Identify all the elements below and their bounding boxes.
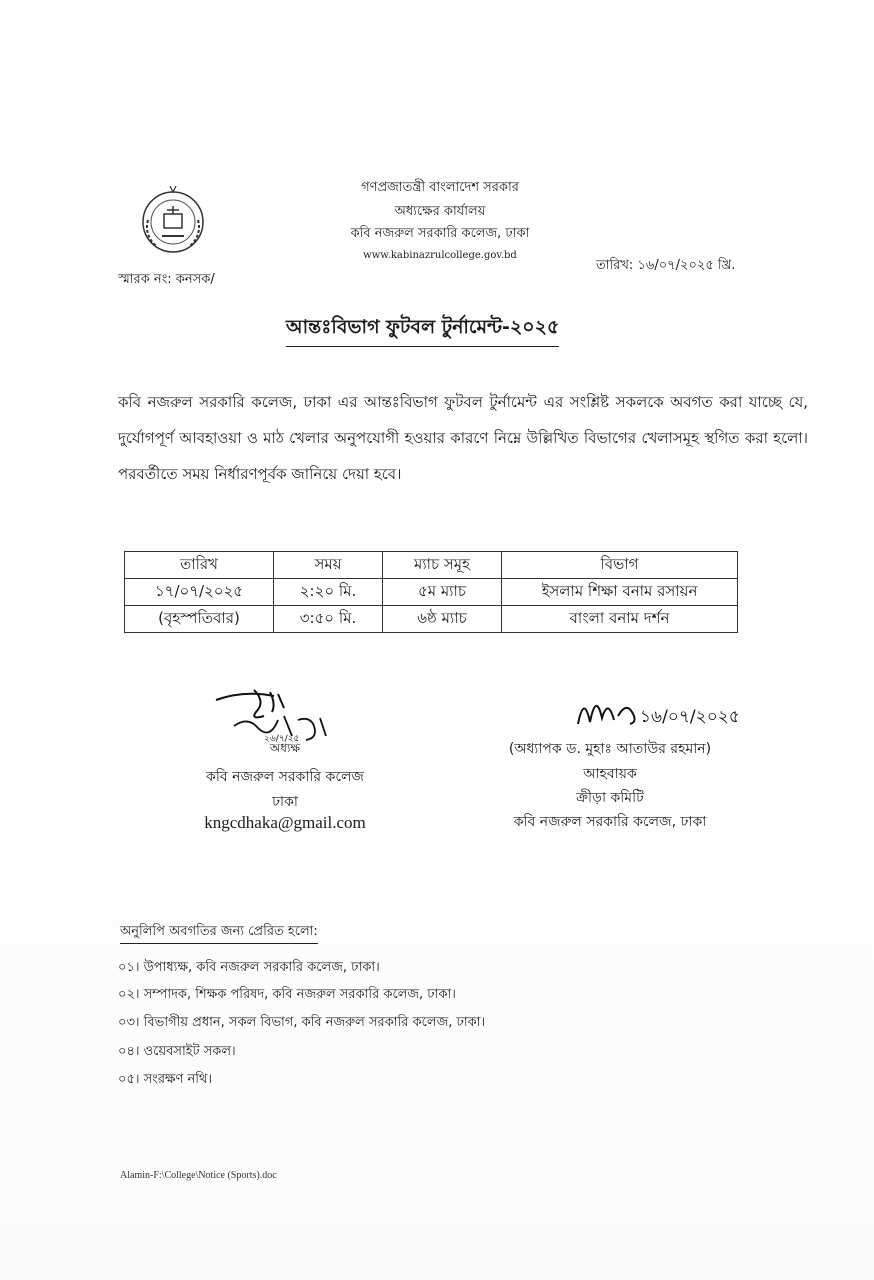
convener-name: (অধ্যাপক ড. মুহাঃ আতাউর রহমান) bbox=[508, 741, 712, 757]
cc-item: ০৩। বিভাগীয় প্রধান, সকল বিভাগ, কবি নজরুল সরকারি কলেজ, ঢাকা। bbox=[118, 1015, 486, 1030]
cc-heading: অনুলিপি অবগতির জন্য প্রেরিত হলো: bbox=[120, 922, 318, 944]
principal-designation: অধ্যক্ষ bbox=[269, 741, 301, 755]
notice-title: আন্তঃবিভাগ ফুটবল টুর্নামেন্ট-২০২৫ bbox=[286, 313, 559, 347]
notice-body: কবি নজরুল সরকারি কলেজ, ঢাকা এর আন্তঃবিভাগ ফুটবল টুর্নামেন্ট এর সংশ্লিষ্ট সকলকে অবগত করা যাচ্ছে যে, দুর্যোগপূর্ণ আবহাওয়া ও মাঠ খেলার অনুপযোগী হওয়ার কারণে নিম্নে উল্লিখিত বিভাগের খেলাসমূহ স্থগিত করা হলো। পরবর্তীতে সময় নির্ধারণপূর্বক জানিয়ে দেয়া হবে। bbox=[118, 393, 808, 483]
cc-item: ০৪। ওয়েবসাইট সকল। bbox=[118, 1044, 236, 1059]
memo-number: স্মারক নং: কনসক/ bbox=[118, 272, 215, 287]
match-number: ৫ম ম্যাচ bbox=[383, 579, 502, 606]
principal-signature-date: ২৬/৭/২৫ bbox=[264, 734, 300, 744]
header-date: তারিখ bbox=[125, 552, 274, 579]
cc-item: ০১। উপাধ্যক্ষ, কবি নজরুল সরকারি কলেজ, ঢাকা। bbox=[118, 960, 380, 975]
match-schedule-table bbox=[124, 551, 738, 633]
table-header-row bbox=[125, 552, 738, 579]
match-time: ২:২০ মি. bbox=[274, 579, 383, 606]
principal-email: kngcdhaka@gmail.com bbox=[204, 813, 366, 832]
header-time: সময় bbox=[274, 552, 383, 579]
convener-signature-icon bbox=[574, 688, 764, 734]
header-office: অধ্যক্ষের কার্যালয় bbox=[394, 204, 486, 219]
notice-date: তারিখ: ১৬/০৭/২০২৫ খ্রি. bbox=[596, 258, 736, 273]
match-date: ১৭/০৭/২০২৫ bbox=[125, 579, 274, 606]
file-path-footer: Alamin-F:\College\Notice (Sports).doc bbox=[120, 1170, 277, 1181]
table-row bbox=[125, 606, 738, 633]
match-department: বাংলা বনাম দর্শন bbox=[502, 606, 738, 633]
government-seal-icon bbox=[134, 180, 212, 258]
match-time: ৩:৫০ মি. bbox=[274, 606, 383, 633]
header-match: ম্যাচ সমূহ bbox=[383, 552, 502, 579]
match-department: ইসলাম শিক্ষা বনাম রসায়ন bbox=[502, 579, 738, 606]
convener-role: আহবায়ক bbox=[583, 766, 637, 782]
cc-item: ০৫। সংরক্ষণ নথি। bbox=[118, 1072, 213, 1087]
match-number: ৬ষ্ঠ ম্যাচ bbox=[383, 606, 502, 633]
header-government: গণপ্রজাতন্ত্রী বাংলাদেশ সরকার bbox=[361, 180, 519, 195]
header-department: বিভাগ bbox=[502, 552, 738, 579]
cc-item: ০২। সম্পাদক, শিক্ষক পরিষদ, কবি নজরুল সরকারি কলেজ, ঢাকা। bbox=[118, 987, 456, 1002]
header-college: কবি নজরুল সরকারি কলেজ, ঢাকা bbox=[350, 226, 530, 241]
convener-college: কবি নজরুল সরকারি কলেজ, ঢাকা bbox=[513, 814, 707, 830]
table-row bbox=[125, 579, 738, 606]
convener-committee: ক্রীড়া কমিটি bbox=[576, 790, 644, 806]
convener-signature-date: ১৬/০৭/২০২৫ bbox=[640, 707, 740, 727]
match-day: (বৃহস্পতিবার) bbox=[125, 606, 274, 633]
header-website: www.kabinazrulcollege.gov.bd bbox=[363, 250, 517, 261]
principal-signature-icon bbox=[214, 686, 344, 746]
principal-city: ঢাকা bbox=[272, 794, 298, 810]
principal-college: কবি নজরুল সরকারি কলেজ bbox=[206, 769, 364, 785]
